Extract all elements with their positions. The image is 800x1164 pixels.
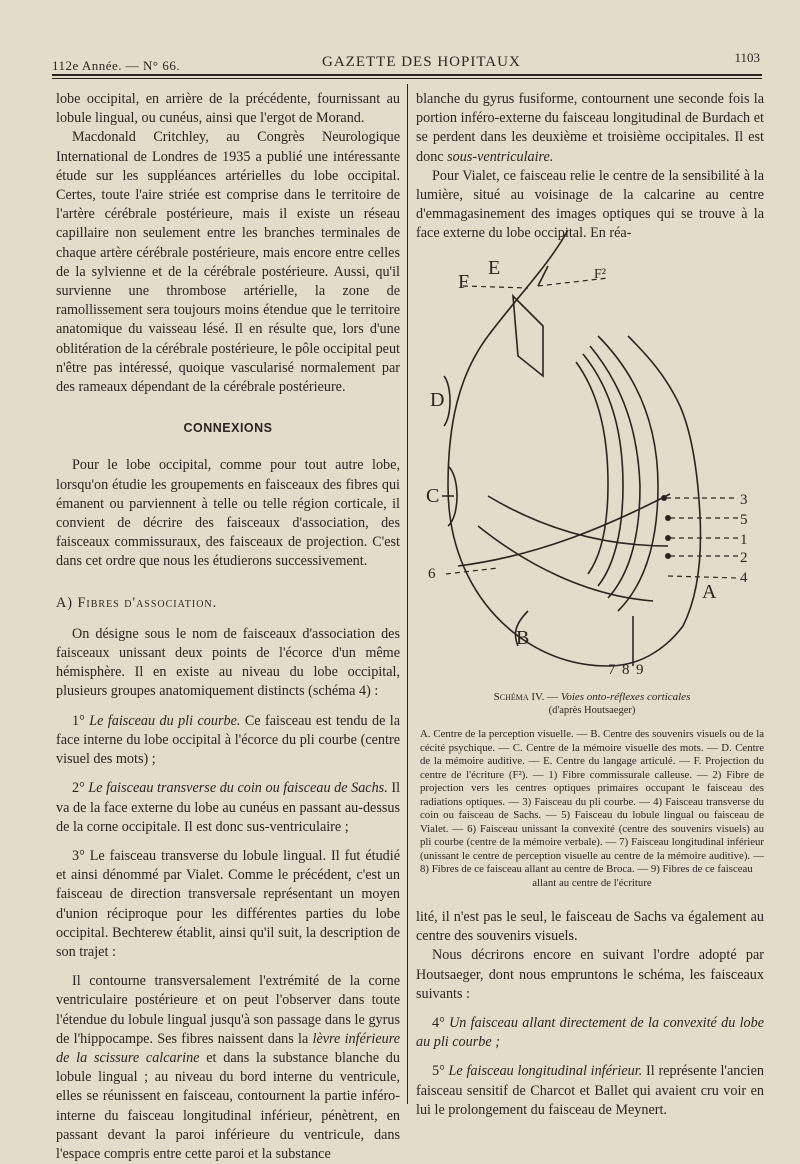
junction-dot <box>665 535 671 541</box>
item-number: 4° <box>432 1015 445 1032</box>
label-2: 2 <box>740 550 748 566</box>
page-number: 1103 <box>734 50 760 65</box>
radiation-line <box>538 266 548 286</box>
dashed-line-4 <box>668 576 738 578</box>
item-title: Le faisceau transverse du coin ou faisceau de Sachs. <box>88 780 388 797</box>
item-text: Il représente l'ancien faisceau sensitif de Charcot et Ballet qui avaient cru voir en lui le prolongement du faisceau de Meynert. <box>416 1063 765 1118</box>
subsection-heading: A) Fibres d'association. <box>56 594 218 611</box>
label-F2: F² <box>594 267 606 282</box>
paragraph: Macdonald Critchley, au Congrès Neurologique International de Londres de 1935 a publié une intéressante étude sur les suppléances artérielles du lobe occipital. Certes, toute l'aire striée est comprise dans le territoire de l'artère cérébrale postérieure, mais il existe un réseau capillaire non seulement entre les branches terminales de chaque artère cérébrale postérieure, mais encore entre celles de la sylvienne et de la cérébrale postérieure. Aussi, qu'il survienne une thrombose artérielle, la zone de ramollissement sera toujours moins étendue que le territoire anatomique du vaisseau lésé. Il en résulte que, lors d'une oblitération de la cérébrale postérieure, le pôle occipital peut n'être pas intéressé, quoique vascularisé normalement par des rameaux dépendant de la cérébrale postérieure. <box>56 129 400 396</box>
label-A: A <box>702 581 717 603</box>
emphasis: lèvre inférieure de la scissure calcarine <box>56 1030 400 1066</box>
caption-title: Voies onto-réflexes corticales <box>560 691 691 703</box>
dashed-line-6 <box>446 568 498 574</box>
issue-number: 112e Année. — N° 66. <box>52 58 181 73</box>
item-title: Le faisceau longitudinal inférieur. <box>448 1063 643 1080</box>
item-text: Ce faisceau est tendu de la face interne du lobe occipital à l'écorce du pli courbe (centre visuel des mots) ; <box>56 712 401 768</box>
paragraph <box>416 90 764 167</box>
column-divider <box>407 84 408 1104</box>
label-8: 8 <box>622 662 630 678</box>
list-item <box>56 779 400 837</box>
paragraph: Pour le lobe occipital, comme pour tout autre lobe, lorsqu'on étudie les groupements en faisceaux des fibres qui émanent ou parviennent à telle ou telle région corticale, il convient de décrire des faisceaux d'association, des faisceaux commissuraux, des faisceaux de projection. C'est dans cet ordre que nous les étudierons successivement. <box>56 457 400 570</box>
figure-legend-last: allant au centre de l'écriture <box>532 876 652 889</box>
lobe-outline <box>448 230 700 666</box>
fiber-curve <box>590 346 640 598</box>
junction-dot <box>661 495 667 501</box>
item-title: Un faisceau allant directement de la convexité du lobe au pli courbe ; <box>416 1015 765 1051</box>
paragraph: lité, il n'est pas le seul, le faisceau de Sachs va également au centre des souvenirs visuels. <box>416 909 764 945</box>
item-number: 2° <box>72 780 85 797</box>
paragraph: On désigne sous le nom de faisceaux d'association des faisceaux unissant deux points de l'écorce d'un même hémisphère. Il en existe au niveau du lobe occipital, plusieurs groupes anatomiquement distincts (schéma 4) : <box>56 625 400 700</box>
label-7: 7 <box>608 662 616 678</box>
paragraph <box>56 972 400 1164</box>
figure-legend: A. Centre de la perception visuelle. — B. Centre des souvenirs visuels ou de la cécité psychique. — C. Centre de la mémoire visuelle des mots. — D. Centre de la mémoire auditive. — E. Centre du langage articulé. — F. Projection du centre de l'écriture (F²). — 1) Fibre commissurale calleuse. — 2) Fibre de projection vers les centres optiques primaires occupant le faisceau des radiations optiques. — 3) Faisceau du pli courbe. — 4) Faisceau transverse du coin ou faisceau de Sachs. — 5) Faisceau du lobule lingual ou faisceau de Vialet. — 6) Faisceau unissant la convexité (centre des souvenirs visuels) au pli courbe (centre de la mémoire verbale). — 7) Faisceau longitudinal inférieur (unissant le centre de perception visuelle au centre de la mémoire auditive). — 8) Fibres de ce faisceau allant au centre de Broca. — 9) Fibres de ce faisceau <box>420 728 764 875</box>
label-6: 6 <box>428 566 436 582</box>
bracket-D <box>444 376 450 426</box>
figure-caption <box>420 690 764 890</box>
left-column <box>56 90 400 1164</box>
fiber-curve <box>598 336 658 611</box>
label-9: 9 <box>636 662 644 678</box>
emphasis: sous-ventriculaire. <box>447 148 554 165</box>
paragraph: lobe occipital, en arrière de la précédente, fournissant au lobule lingual, ou cunéus, ainsi que l'ergot de Morand. <box>56 91 400 127</box>
paragraph: Pour Vialet, ce faisceau relie le centre de la sensibilité à la lumière, situé au voisinage de la calcarine au centre d'emmagasinement des images optiques qui se trouve à la face externe du lobe occipital. En réa- <box>416 167 764 242</box>
label-D: D <box>430 389 445 411</box>
list-item <box>416 1014 764 1052</box>
caption-title-line: Schéma IV. — Voies onto-réflexes corticales <box>493 691 691 703</box>
list-item: 3° Le faisceau transverse du lobule lingual. Il fut étudié et ainsi dénommé par Vialet. Comme le précédent, c'est un faisceau de direction transversale représentant un moyen d'union réciproque pour les différentes parties du lobe occipital. Bechterew établit, ainsi qu'il suit, la description de son trajet : <box>56 847 400 960</box>
section-heading: CONNEXIONS <box>183 421 273 436</box>
label-5: 5 <box>740 512 748 528</box>
junction-dot <box>665 553 671 559</box>
caption-source: (d'après Houtsaeger) <box>548 705 636 716</box>
journal-title: GAZETTE DES HOPITAUX <box>322 54 521 70</box>
label-4: 4 <box>740 570 748 586</box>
right-column <box>416 90 764 244</box>
junction-dot <box>665 515 671 521</box>
page-header <box>52 46 762 72</box>
caption-label: Schéma IV. <box>493 691 545 703</box>
item-number: 5° <box>432 1063 445 1080</box>
list-item <box>56 712 400 770</box>
text-run: blanche du gyrus fusiforme, contournent une seconde fois la portion inféro-externe du faisceau longitudinal de Burdach et se perdent dans les deuxième et troisième occipitales. Il est donc <box>416 91 764 165</box>
header-rule <box>52 74 762 79</box>
paragraph: Nous décrirons encore en suivant l'ordre adopté par Houtsaeger, dont nous empruntons le schéma, les faisceaux suivants : <box>416 947 764 1002</box>
text-run: Il contourne transversalement l'extrémité de la corne ventriculaire postérieure et on peut l'observer dans toute l'étendue du lobule lingual jusqu'à son passage dans le gyrus de l'hippocampe. Ses fibres naissent dans la <box>56 973 400 1047</box>
label-C: C <box>426 485 440 507</box>
text-run: et dans la substance blanche du lobule lingual ; au niveau du bord interne du ventricule, elles se réunissent en faisceau, contournent la partie inféro-interne du faisceau longitudinal inférieur, pénètrent, en passant devant la paroi inférieure du ventricule, dans l'espace compris entre cette paroi et la substance <box>56 1049 400 1162</box>
fiber-curve <box>576 362 608 574</box>
item-title: Le faisceau du pli courbe. <box>89 712 241 729</box>
fiber-curve <box>478 526 653 601</box>
label-3: 3 <box>740 492 748 508</box>
label-1: 1 <box>740 532 748 548</box>
label-B: B <box>516 627 530 649</box>
item-text: Il va de la face externe du lobe au cunéus en passant au-dessus de la corne occipitale. Il est donc sus-ventriculaire ; <box>56 780 401 835</box>
schema-figure <box>418 226 764 686</box>
ventricle-shape <box>513 296 543 376</box>
label-E: E <box>488 257 501 279</box>
dashed-line-F <box>463 286 528 288</box>
right-column-lower <box>416 908 764 1120</box>
item-number: 1° <box>72 712 85 729</box>
label-F: F <box>458 271 470 293</box>
fiber-curve <box>488 496 668 546</box>
list-item <box>416 1062 764 1120</box>
